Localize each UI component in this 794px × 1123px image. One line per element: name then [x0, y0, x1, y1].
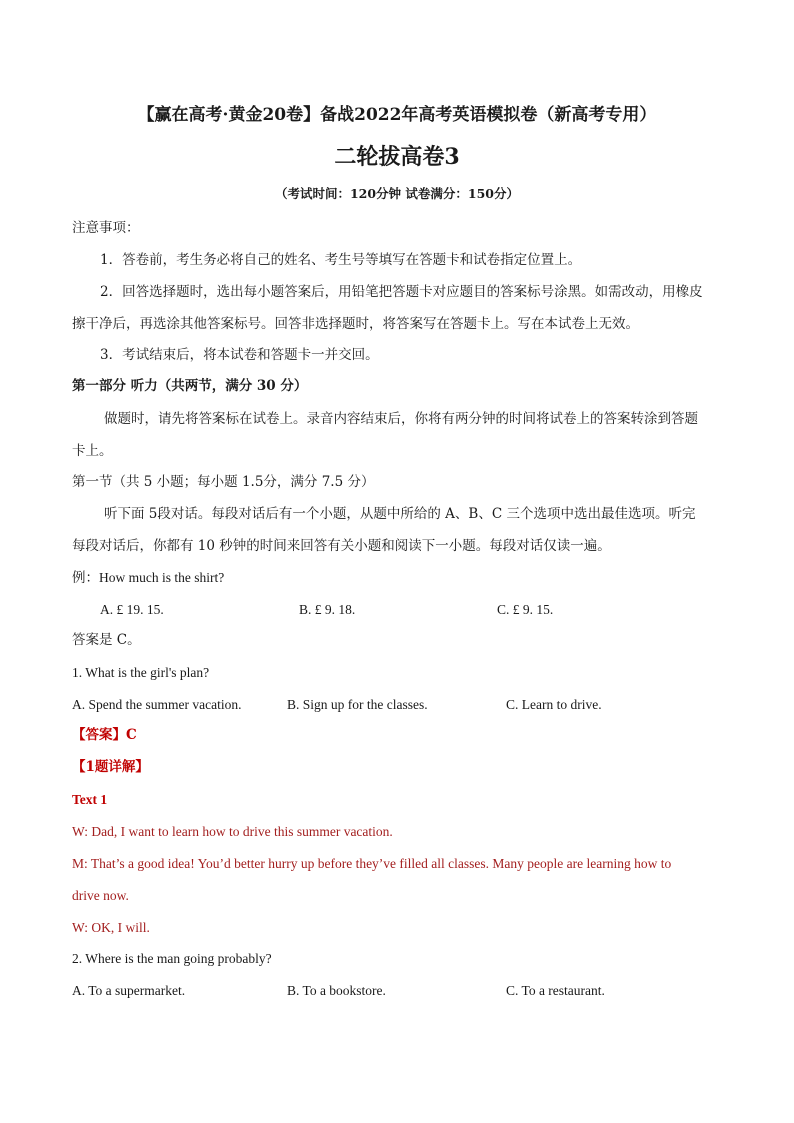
example-question: 例：How much is the shirt?	[72, 570, 225, 585]
example-option-b: B. £ 9. 18.	[299, 602, 356, 617]
part1-heading: 第一部分 听力（共两节，满分 30 分）	[72, 378, 308, 394]
section1-heading: 第一节（共 5 小题；每小题 1.5分，满分 7.5 分）	[72, 474, 375, 490]
section1-line-1: 听下面 5段对话。每段对话后有一个小题，从题中所给的 A、B、C 三个选项中选出最佳选项。听完	[104, 506, 696, 522]
q2-option-a: A. To a supermarket.	[72, 983, 186, 998]
transcript-line-m1a: M: That’s a good idea! You’d better hurry up before they’ve filled all classes. Many people are learning how to	[72, 856, 672, 871]
q1-answer: 【答案】C	[72, 727, 137, 743]
transcript-line-w1: W: Dad, I want to learn how to drive this summer vacation.	[72, 824, 393, 839]
notes-heading: 注意事项：	[72, 220, 140, 236]
example-option-a: A. £ 19. 15.	[100, 602, 164, 617]
example-answer: 答案是 C。	[72, 632, 141, 648]
transcript-line-w2: W: OK, I will.	[72, 920, 150, 935]
transcript-line-m1b: drive now.	[72, 888, 129, 903]
example-option-c: C. £ 9. 15.	[497, 602, 554, 617]
note-item-2-line-1: 2．回答选择题时，选出每小题答案后，用铅笔把答题卡对应题目的答案标号涂黑。如需改动，用橡皮	[100, 284, 703, 300]
q1-detail-heading: 【1题详解】	[72, 759, 149, 775]
q1-option-c: C. Learn to drive.	[506, 697, 602, 712]
q2-option-b: B. To a bookstore.	[287, 983, 386, 998]
q1-question: 1. What is the girl's plan?	[72, 665, 210, 680]
q1-option-b: B. Sign up for the classes.	[287, 697, 428, 712]
exam-info: （考试时间：120分钟 试卷满分：150分）	[274, 186, 520, 201]
section1-line-2: 每段对话后，你都有 10 秒钟的时间来回答有关小题和阅读下一小题。每段对话仅读一遍。	[72, 538, 611, 554]
text1-label: Text 1	[72, 792, 108, 807]
note-item-1: 1．答卷前，考生务必将自己的姓名、考生号等填写在答题卡和试卷指定位置上。	[100, 252, 582, 268]
exam-subtitle: 二轮拔高卷3	[334, 144, 460, 170]
q2-option-c: C. To a restaurant.	[506, 983, 605, 998]
exam-title: 【赢在高考·黄金20卷】备战2022年高考英语模拟卷（新高考专用）	[137, 105, 657, 125]
note-item-3: 3．考试结束后，将本试卷和答题卡一并交回。	[100, 347, 379, 363]
q1-option-a: A. Spend the summer vacation.	[72, 697, 242, 712]
part1-intro-line-1: 做题时，请先将答案标在试卷上。录音内容结束后，你将有两分钟的时间将试卷上的答案转涂到答题	[104, 411, 698, 427]
q2-question: 2. Where is the man going probably?	[72, 951, 272, 966]
part1-intro-line-2: 卡上。	[72, 443, 113, 459]
note-item-2-line-2: 擦干净后，再选涂其他答案标号。回答非选择题时，将答案写在答题卡上。写在本试卷上无效。	[72, 316, 639, 332]
